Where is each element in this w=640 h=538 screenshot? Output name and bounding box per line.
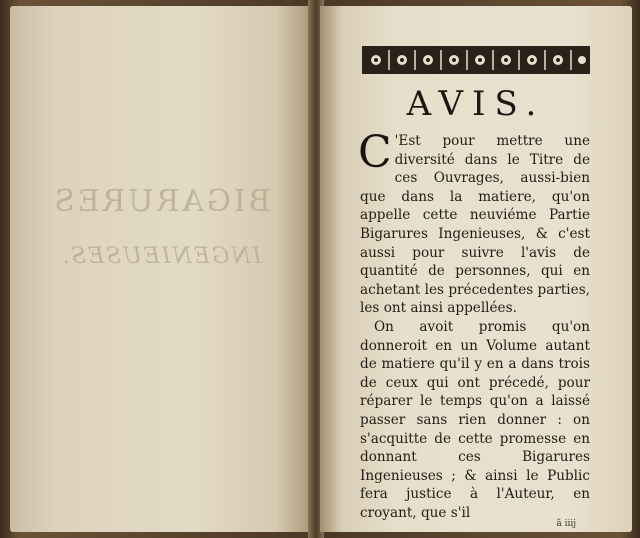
body-text xyxy=(358,127,590,522)
paragraph-1 xyxy=(358,127,590,318)
paragraph-2: On avoit promis qu'on donneroit en un Volume autant de matiere qu'il y en a dans trois de ceux qui ont précedé, pour réparer le temps qu'on a laissé passer sans rien donner : on s'acquitte de cette promesse en donnant ces Bigarures Ingenieuses ; & ainsi le Public fera justice à l'Auteur, en croyant, que s'il xyxy=(360,318,590,521)
right-page xyxy=(320,6,632,532)
drop-cap: C xyxy=(358,127,392,178)
page-title: AVIS. xyxy=(406,84,546,124)
signature-mark: ã iiij xyxy=(556,519,576,529)
left-page xyxy=(10,6,312,532)
showthrough-line: BIGARURES xyxy=(51,184,271,219)
floral-band-ornament-icon xyxy=(362,46,590,74)
showthrough-line: INGENIEUSES. xyxy=(60,244,262,269)
paragraph-1-text: 'Est pour mettre une diversité dans le Titre de ces Ouvrages, aussi-bien que dans la matiere, qu'on appelle cette neuviéme Partie Bigarures Ingenieuses, & c'est aussi pour suivre l'avis de quantité de personnes, qui en achetant les précedentes parties, les ont ainsi appellées. xyxy=(360,133,590,317)
